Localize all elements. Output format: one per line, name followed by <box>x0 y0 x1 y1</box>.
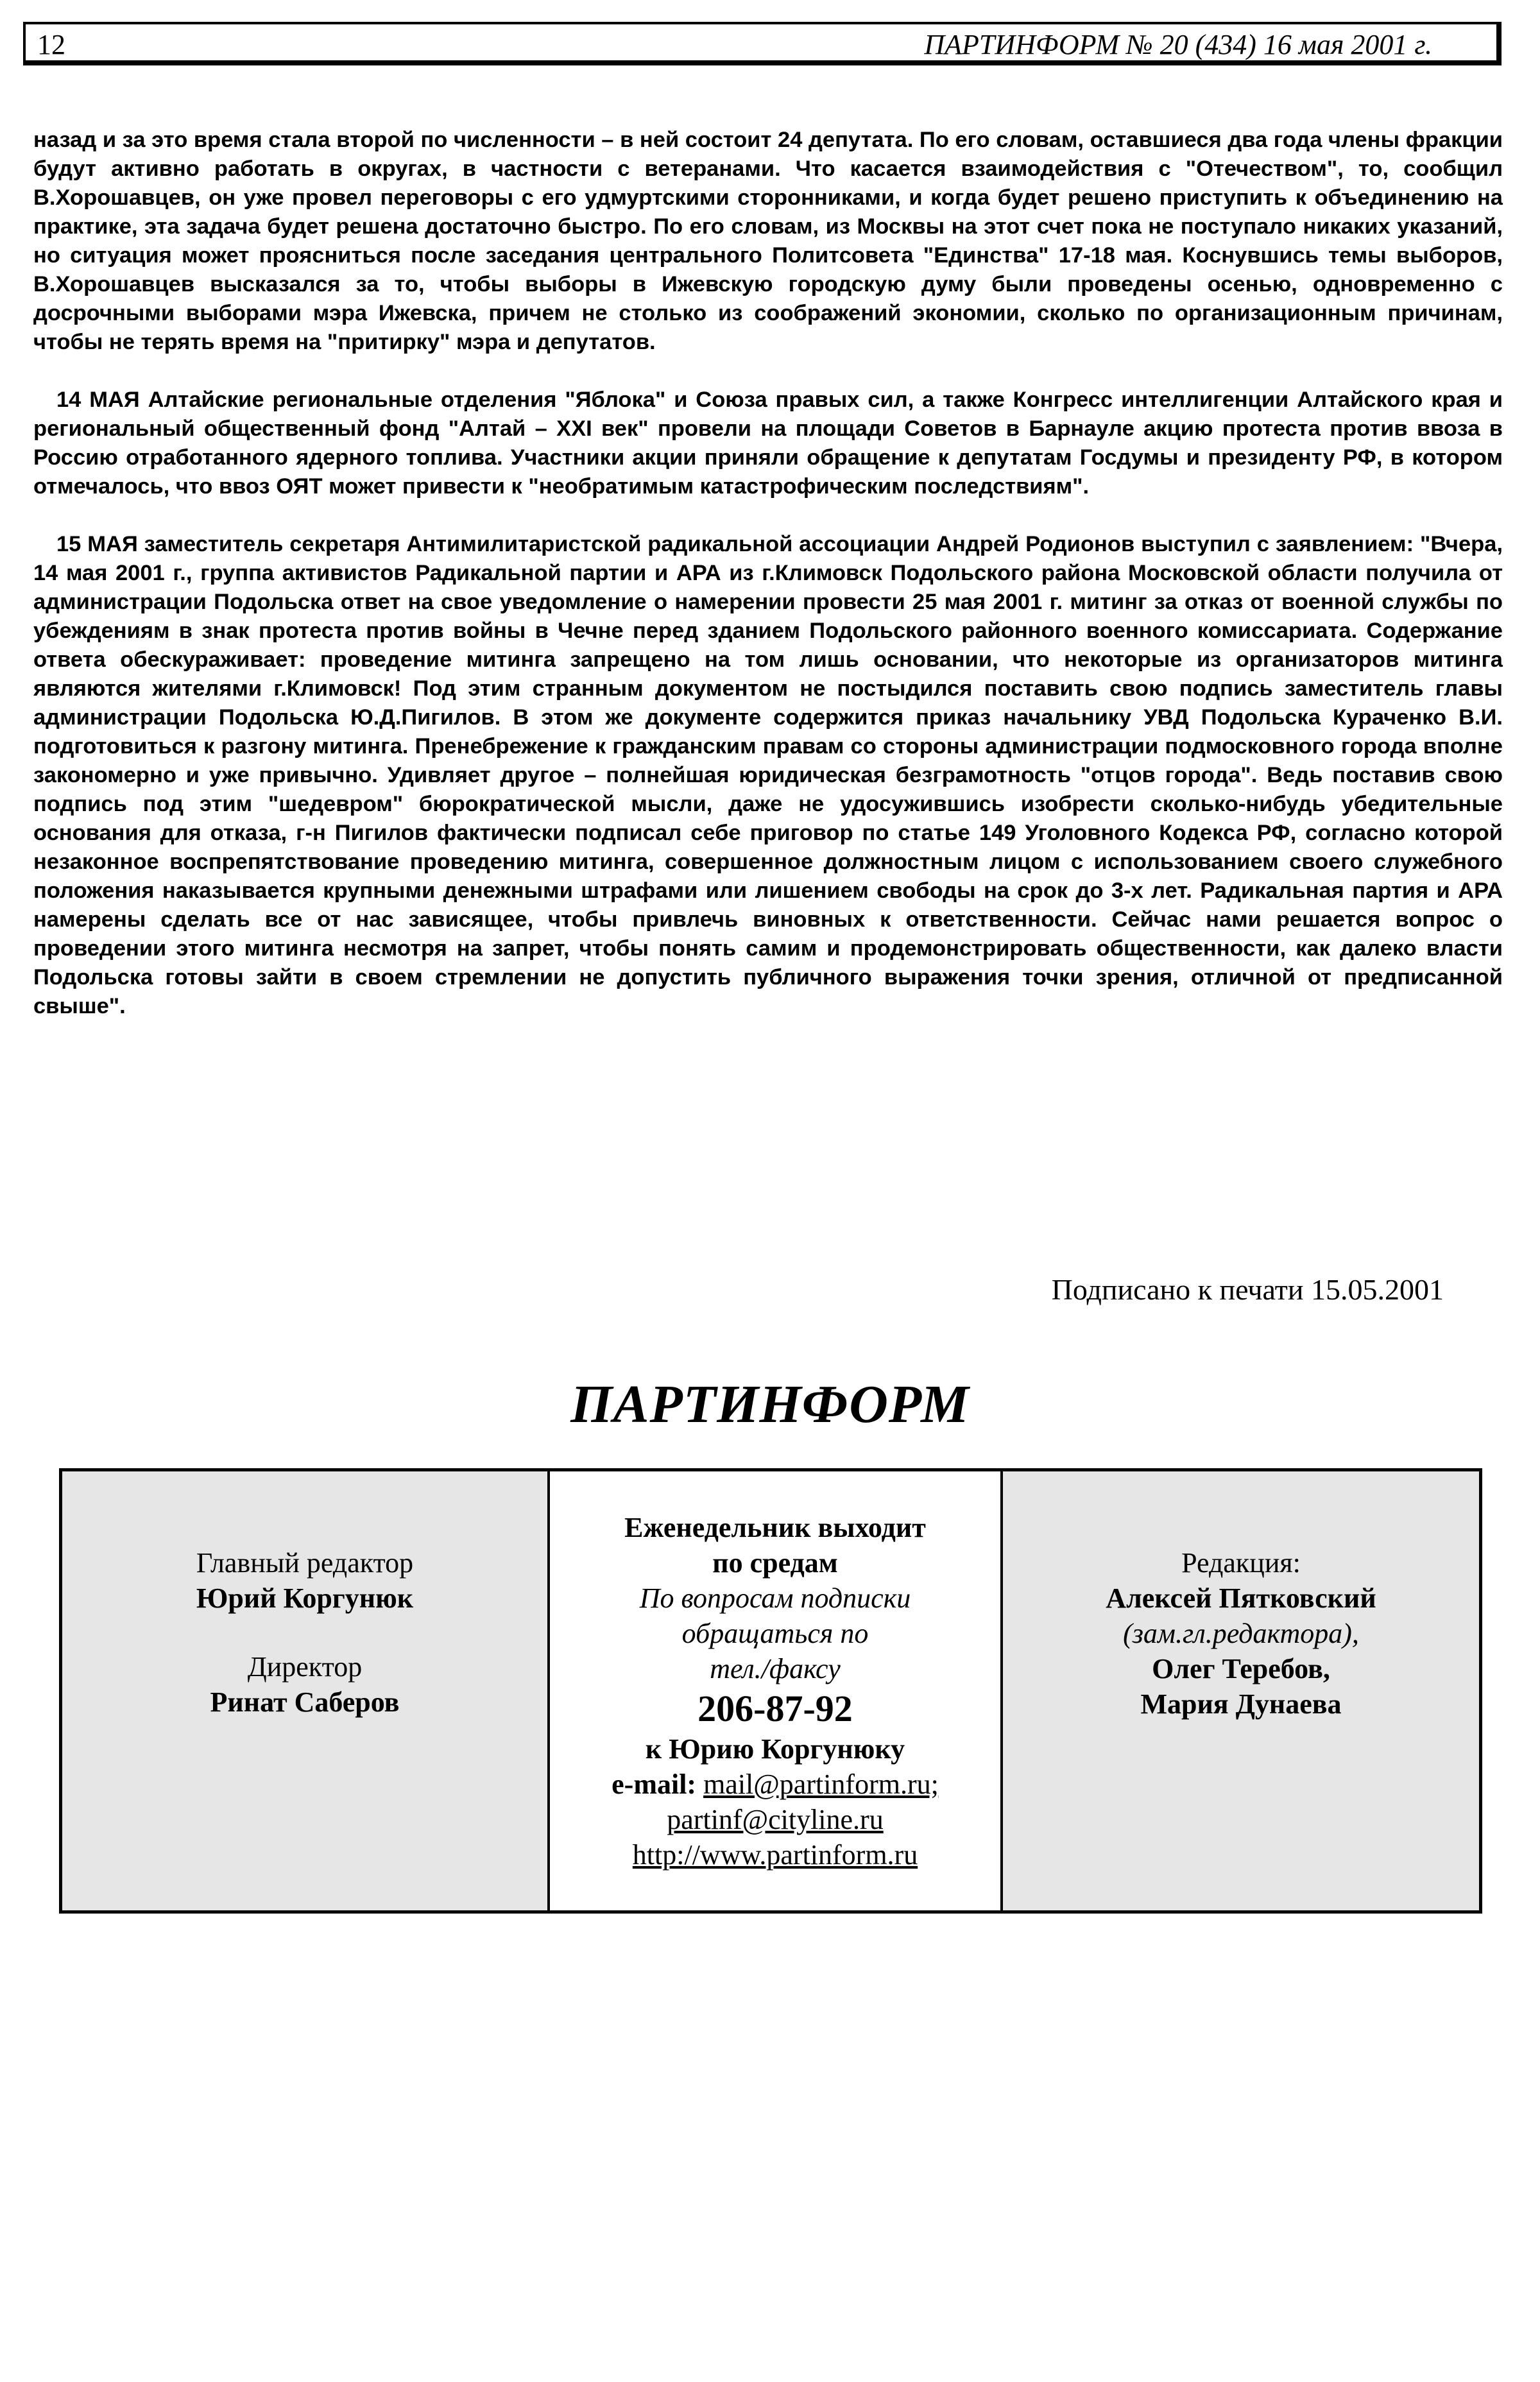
chief-editor-name: Юрий Коргунюк <box>196 1582 414 1614</box>
editor-name: Алексей Пятковский <box>1106 1582 1376 1614</box>
subscription-note: тел./факсу <box>710 1653 841 1684</box>
masthead: ПАРТИНФОРМ <box>570 1375 970 1434</box>
editor-name: Олег Теребов, <box>1152 1653 1330 1684</box>
imprint-left-column <box>62 1471 550 1910</box>
editor-name: Мария Дунаева <box>1140 1688 1342 1720</box>
imprint-right-column <box>1003 1471 1479 1910</box>
page-number: 12 <box>37 29 65 60</box>
email-link[interactable]: partinf@cityline.ru <box>667 1804 884 1835</box>
editor-role: (зам.гл.редактора), <box>1123 1618 1359 1649</box>
publication-schedule: Еженедельник выходит <box>624 1512 926 1543</box>
article-body <box>33 126 1503 1050</box>
imprint-middle-column <box>550 1471 1003 1910</box>
publication-day: по средам <box>712 1547 838 1579</box>
editorial-label: Редакция: <box>1181 1547 1301 1579</box>
article-paragraph: 15 МАЯ заместитель секретаря Антимилитаристской радикальной ассоциации Андрей Родионов выступил с заявлением: "Вчера, 14 мая 2001 г., группа активистов Радикальной партии и АРА из г.Климовск Подольского района Московской области получила от администрации Подольска ответ на свое уведомление о намерении провести 25 мая 2001 г. митинг за отказ от военной службы по убеждениям в знак протеста против войны в Чечне перед зданием Подольского районного военного комиссариата. Содержание ответа обескураживает: проведение митинга запрещено на том лишь основании, что некоторые из организаторов митинга являются жителями г.Климовск! Под этим странным документом не постыдился поставить свою подпись заместитель главы администрации Подольска Ю.Д.Пигилов. В этом же документе содержится приказ начальнику УВД Подольска Кураченко В.И. подготовиться к разгону митинга. Пренебрежение к гражданским правам со стороны администрации подмосковного города вполне закономерно и уже привычно. Удивляет другое – полнейшая юридическая безграмотность "отцов города". Ведь поставив свою подпись под этим "шедевром" бюрократической мысли, даже не удосужившись изобрести сколько-нибудь убедительные основания для отказа, г-н Пигилов фактически подписал себе приговор по статье 149 Уголовного Кодекса РФ, согласно которой незаконное воспрепятствование проведению митинга, совершенное должностным лицом с использованием своего служебного положения наказывается крупными денежными штрафами или лишением свободы на срок до 3-х лет. Радикальная партия и АРА намерены сделать все от нас зависящее, чтобы привлечь виновных к ответственности. Сейчас нами решается вопрос о проведении этого митинга несмотря на запрет, чтобы понять самим и продемонстрировать общественности, как далеко власти Подольска готовы зайти в своем стремлении не допустить публичного выражения точки зрения, отличной от предписанной свыше". <box>33 532 1503 1018</box>
phone-number: 206-87-92 <box>697 1688 853 1729</box>
imprint-box <box>59 1468 1482 1914</box>
issue-title: ПАРТИНФОРМ № 20 (434) 16 мая 2001 г. <box>924 29 1432 60</box>
website-link[interactable]: http://www.partinform.ru <box>632 1839 918 1871</box>
email-label: e-mail: <box>612 1769 697 1800</box>
contact-person: к Юрию Коргунюку <box>645 1733 905 1765</box>
director-name: Ринат Саберов <box>210 1686 400 1718</box>
chief-editor-label: Главный редактор <box>196 1547 414 1579</box>
signed-to-print: Подписано к печати 15.05.2001 <box>1051 1273 1444 1306</box>
director-label: Директор <box>247 1651 363 1683</box>
subscription-note: обращаться по <box>681 1618 869 1649</box>
page-header <box>23 22 1502 65</box>
article-paragraph: 14 МАЯ Алтайские региональные отделения "Яблока" и Союза правых сил, а также Конгресс интеллигенции Алтайского края и региональный общественный фонд "Алтай – XXI век" провели на площади Советов в Барнауле акцию протеста против ввоза в Россию отработанного ядерного топлива. Участники акции приняли обращение к депутатам Госдумы и президенту РФ, в котором отмечалось, что ввоз ОЯТ может привести к "необратимым катастрофическим последствиям". <box>33 388 1503 499</box>
article-paragraph: назад и за это время стала второй по численности – в ней состоит 24 депутата. По его словам, оставшиеся два года члены фракции будут активно работать в округах, в частности с ветеранами. Что касается взаимодействия с "Отечеством", то, сообщил В.Хорошавцев, он уже провел переговоры с его удмуртскими сторонниками, и когда будет решено приступить к объединению на практике, эта задача будет решена достаточно быстро. По его словам, из Москвы на этот счет пока не поступало никаких указаний, но ситуация может проясниться после заседания центрального Политсовета "Единства" 17-18 мая. Коснувшись темы выборов, В.Хорошавцев высказался за то, чтобы выборы в Ижевскую городскую думу были проведены осенью, одновременно с досрочными выборами мэра Ижевска, причем не столько из соображений экономии, сколько по организационным причинам, чтобы не терять время на "притирку" мэра и депутатов. <box>33 128 1503 354</box>
email-link[interactable]: mail@partinform.ru; <box>703 1769 939 1800</box>
subscription-note: По вопросам подписки <box>639 1582 911 1614</box>
